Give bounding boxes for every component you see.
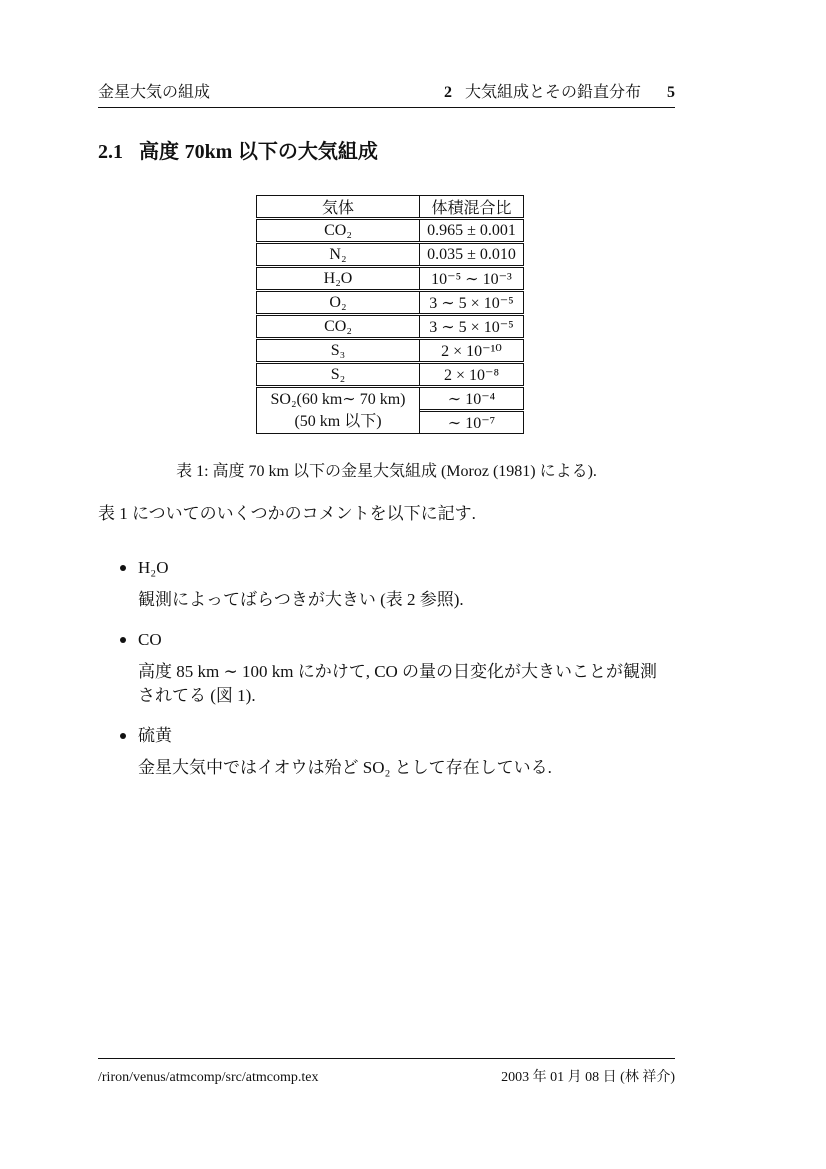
table-cell-ratio: 3 ∼ 5 × 10⁻⁵ — [420, 315, 524, 338]
section-heading-text-post: 以下の大気組成 — [232, 141, 378, 163]
comment-term: CO — [138, 630, 162, 649]
comment-body: 高度 85 km ∼ 100 km にかけて, CO の量の日変化が大きいことが観測されてる (図 1). — [138, 662, 658, 705]
table-cell-ratio: 10⁻⁵ ∼ 10⁻³ — [420, 267, 524, 290]
list-item — [98, 724, 675, 780]
page-footer — [98, 1058, 675, 1086]
comment-term-row — [120, 724, 675, 748]
table-caption: 表 1: 高度 70 km 以下の金星大気組成 (Moroz (1981) による). — [176, 463, 597, 480]
table-cell-gas: S₃ — [256, 339, 420, 362]
section-heading-text-pre: 高度 — [139, 141, 185, 163]
table-cell-ratio: ∼ 10⁻⁴ — [420, 387, 524, 410]
table-cell-gas-line2: (50 km 以下) — [294, 412, 382, 430]
list-item — [98, 556, 675, 612]
comment-body: 金星大気中ではイオウは殆ど SO₂ として存在している. — [138, 758, 552, 777]
comment-term-row — [120, 556, 675, 580]
section-heading-number: 2.1 — [98, 141, 123, 163]
table-cell-ratio: 0.035 ± 0.010 — [420, 243, 524, 266]
table-header-ratio: 体積混合比 — [420, 195, 524, 218]
table-cell-gas: H₂O — [256, 267, 420, 290]
running-head-section-number: 2 — [443, 84, 452, 101]
table-cell-gas: CO₂ — [256, 219, 420, 242]
comment-term: H₂O — [138, 558, 169, 577]
table-cell-ratio: 0.965 ± 0.001 — [420, 219, 524, 242]
bullet-icon — [120, 637, 126, 643]
table-cell-gas: O₂ — [256, 291, 420, 314]
comment-list — [98, 556, 675, 780]
running-head-section-title: 大気組成とその鉛直分布 — [464, 84, 641, 101]
comment-term: 硫黄 — [138, 726, 172, 745]
table-cell-ratio: 3 ∼ 5 × 10⁻⁵ — [420, 291, 524, 314]
table-cell-gas: N₂ — [256, 243, 420, 266]
table-cell-gas-line1: SO₂(60 km∼ 70 km) — [270, 390, 406, 408]
list-item — [98, 628, 675, 708]
table-cell-gas-merged — [256, 387, 420, 434]
section-heading-altitude: 70km — [184, 141, 233, 163]
section-heading — [98, 139, 378, 165]
table-cell-ratio: 2 × 10⁻⁸ — [420, 363, 524, 386]
footer-file-path: /riron/venus/atmcomp/src/atmcomp.tex — [98, 1070, 319, 1085]
comment-body: 観測によってばらつきが大きい (表 2 参照). — [138, 590, 464, 609]
running-head-right — [444, 84, 675, 101]
comment-term-row — [120, 628, 675, 652]
table-cell-gas: CO₂ — [256, 315, 420, 338]
running-head — [98, 84, 675, 108]
bullet-icon — [120, 733, 126, 739]
table-cell-ratio: ∼ 10⁻⁷ — [420, 411, 524, 434]
composition-table — [256, 195, 524, 434]
document-title: 金星大気の組成 — [98, 84, 211, 101]
table-cell-gas: S₂ — [256, 363, 420, 386]
footer-date-author: 2003 年 01 月 08 日 (林 祥介) — [501, 1070, 675, 1085]
bullet-icon — [120, 565, 126, 571]
page-number: 5 — [667, 84, 675, 101]
intro-paragraph: 表 1 についてのいくつかのコメントを以下に記す. — [98, 504, 476, 523]
table-cell-ratio: 2 × 10⁻¹⁰ — [420, 339, 524, 362]
table-header-gas: 気体 — [256, 195, 420, 218]
